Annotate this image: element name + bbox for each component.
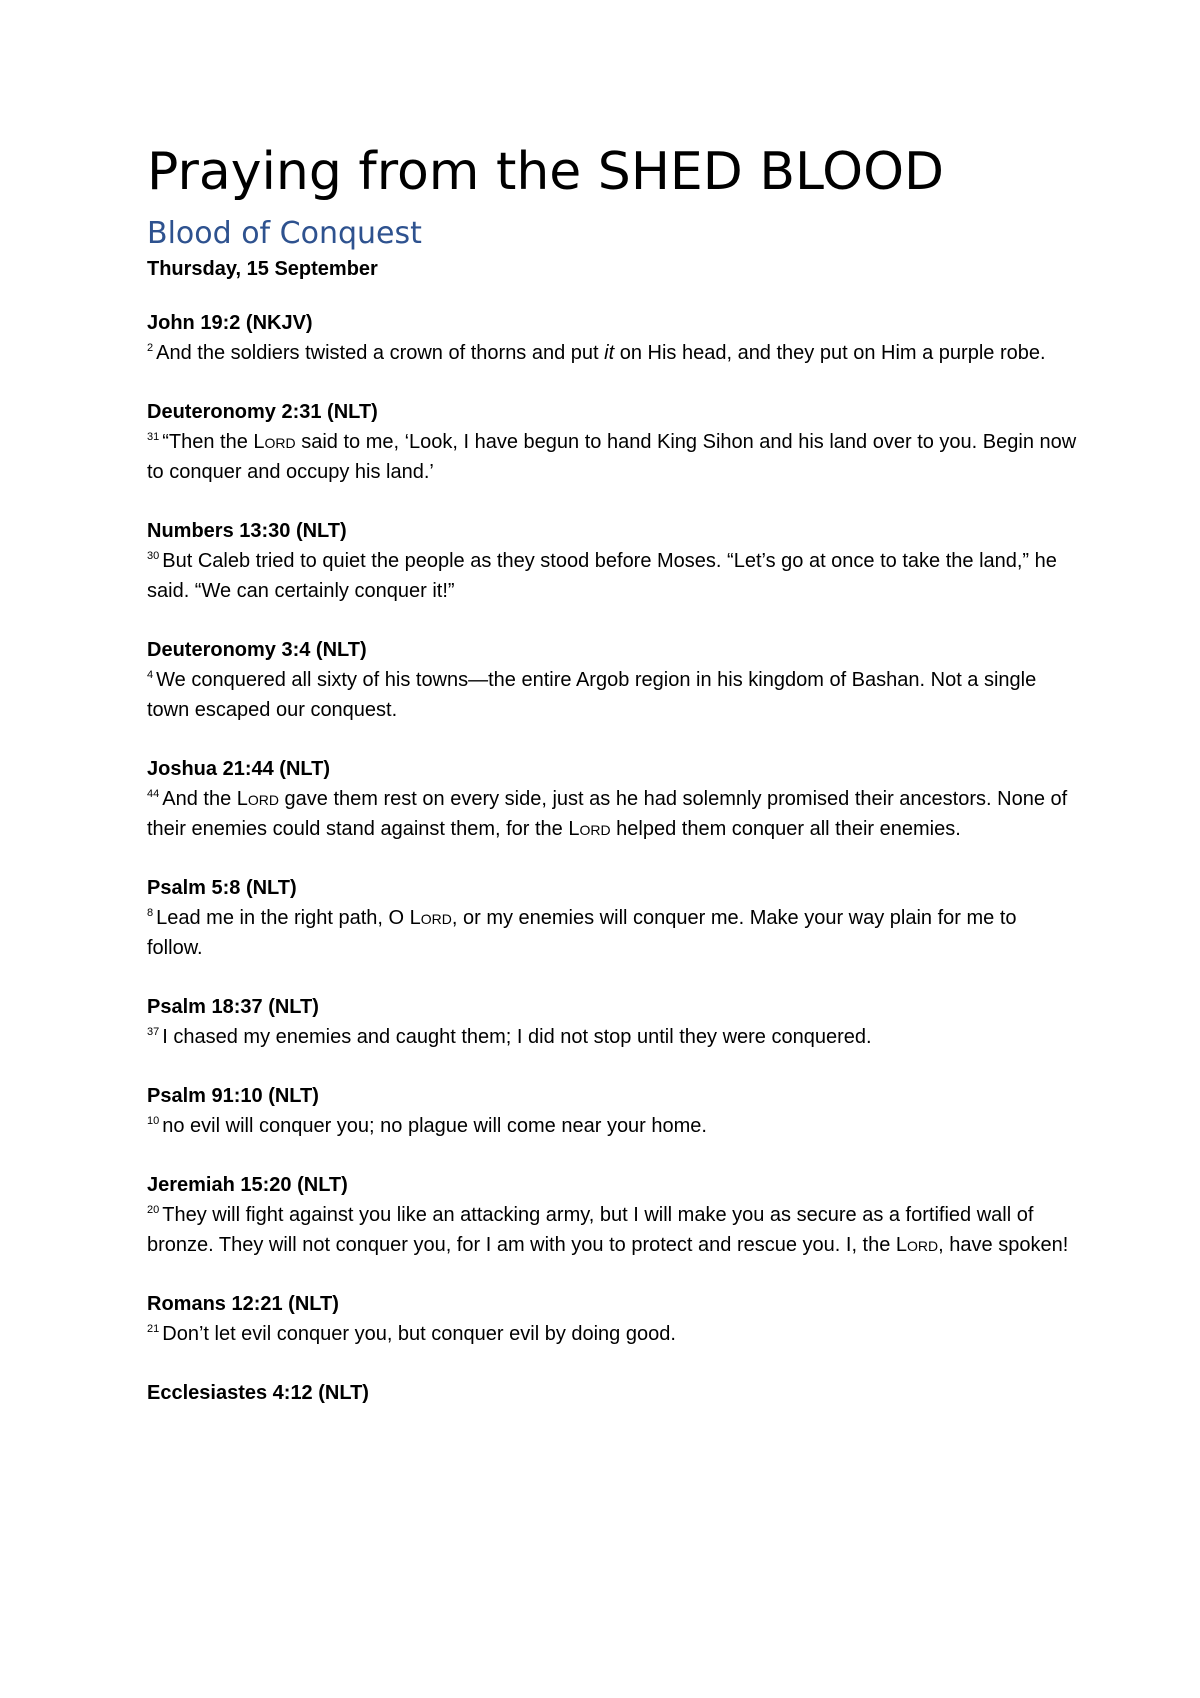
verse-segment: I chased my enemies and caught them; I did not stop until they were conquered. bbox=[162, 1026, 872, 1048]
verse-block bbox=[147, 516, 1077, 606]
verse-reference: Psalm 91:10 (NLT) bbox=[147, 1085, 319, 1107]
verse-block bbox=[147, 635, 1077, 725]
verse-reference: Psalm 5:8 (NLT) bbox=[147, 877, 297, 899]
verse-reference: Deuteronomy 3:4 (NLT) bbox=[147, 639, 367, 661]
verse-text bbox=[147, 338, 1077, 368]
verse-segment: “Then the bbox=[162, 431, 254, 453]
verse-segment: said to me, ‘Look, I have begun to hand King Sihon and his land over to you. Begin now to conquer and occupy his land.’ bbox=[147, 431, 1077, 483]
date-line: Thursday, 15 September bbox=[147, 258, 378, 280]
verse-number: 2 bbox=[147, 342, 154, 355]
verse-reference: Numbers 13:30 (NLT) bbox=[147, 520, 347, 542]
verse-block bbox=[147, 873, 1077, 963]
verse-number: 44 bbox=[147, 788, 160, 801]
verse-reference: Joshua 21:44 (NLT) bbox=[147, 758, 330, 780]
verse-reference: Psalm 18:37 (NLT) bbox=[147, 996, 319, 1018]
lord-small-caps: Lord bbox=[236, 788, 279, 810]
verse-block bbox=[147, 1378, 1077, 1408]
verse-text bbox=[147, 903, 1077, 963]
verse-text bbox=[147, 1200, 1077, 1260]
verse-number: 30 bbox=[147, 550, 160, 563]
verse-segment: , or my enemies will conquer me. Make your way plain for me to follow. bbox=[147, 907, 1017, 959]
verse-segment: And the bbox=[162, 788, 237, 810]
page-title: Praying from the SHED BLOOD bbox=[147, 142, 945, 202]
verse-block bbox=[147, 1170, 1077, 1260]
verse-text bbox=[147, 1022, 1077, 1052]
lord-small-caps: Lord bbox=[568, 818, 611, 840]
lord-small-caps: Lord bbox=[409, 907, 452, 929]
italic-word: it bbox=[604, 342, 615, 364]
verse-number: 4 bbox=[147, 669, 154, 682]
verse-text bbox=[147, 427, 1077, 487]
verse-block bbox=[147, 397, 1077, 487]
verse-reference: Romans 12:21 (NLT) bbox=[147, 1293, 339, 1315]
verse-number: 10 bbox=[147, 1115, 160, 1128]
document-page bbox=[147, 140, 1077, 1437]
verse-segment: And the soldiers twisted a crown of thorns and put bbox=[156, 342, 605, 364]
lord-small-caps: Lord bbox=[253, 431, 296, 453]
verse-block bbox=[147, 1289, 1077, 1349]
verse-text bbox=[147, 1111, 1077, 1141]
verse-text bbox=[147, 665, 1077, 725]
lord-small-caps: Lord bbox=[895, 1234, 939, 1256]
verse-block bbox=[147, 308, 1077, 368]
verse-reference: John 19:2 (NKJV) bbox=[147, 312, 313, 334]
verse-reference: Ecclesiastes 4:12 (NLT) bbox=[147, 1382, 369, 1404]
verse-segment: , have spoken! bbox=[938, 1234, 1069, 1256]
verse-number: 21 bbox=[147, 1323, 160, 1336]
verse-segment: gave them rest on every side, just as he had solemnly promised their ancestors. None of their enemies could stand against them, for the bbox=[147, 788, 1068, 840]
verse-segment: on His head, and they put on Him a purple robe. bbox=[614, 342, 1046, 364]
verse-block bbox=[147, 992, 1077, 1052]
verse-segment: They will fight against you like an attacking army, but I will make you as secure as a fortified wall of bronze. They will not conquer you, for I am with you to protect and rescue you. I, the bbox=[147, 1204, 1034, 1256]
verse-text bbox=[147, 1319, 1077, 1349]
verse-segment: Don’t let evil conquer you, but conquer evil by doing good. bbox=[162, 1323, 676, 1345]
verse-segment: no evil will conquer you; no plague will come near your home. bbox=[162, 1115, 707, 1137]
page-subtitle: Blood of Conquest bbox=[147, 216, 422, 251]
verse-text bbox=[147, 784, 1077, 844]
verse-number: 37 bbox=[147, 1026, 160, 1039]
verse-number: 8 bbox=[147, 907, 154, 920]
verse-text bbox=[147, 546, 1077, 606]
verse-segment: We conquered all sixty of his towns—the entire Argob region in his kingdom of Bashan. Not a single town escaped our conquest. bbox=[147, 669, 1037, 721]
verse-segment: helped them conquer all their enemies. bbox=[610, 818, 961, 840]
verse-list bbox=[147, 308, 1077, 1408]
verse-segment: But Caleb tried to quiet the people as they stood before Moses. “Let’s go at once to take the land,” he said. “We can certainly conquer it!” bbox=[147, 550, 1057, 602]
verse-reference: Deuteronomy 2:31 (NLT) bbox=[147, 401, 378, 423]
verse-number: 20 bbox=[147, 1204, 160, 1217]
verse-reference: Jeremiah 15:20 (NLT) bbox=[147, 1174, 348, 1196]
verse-segment: Lead me in the right path, O bbox=[156, 907, 410, 929]
verse-block bbox=[147, 754, 1077, 844]
verse-number: 31 bbox=[147, 431, 160, 444]
verse-block bbox=[147, 1081, 1077, 1141]
